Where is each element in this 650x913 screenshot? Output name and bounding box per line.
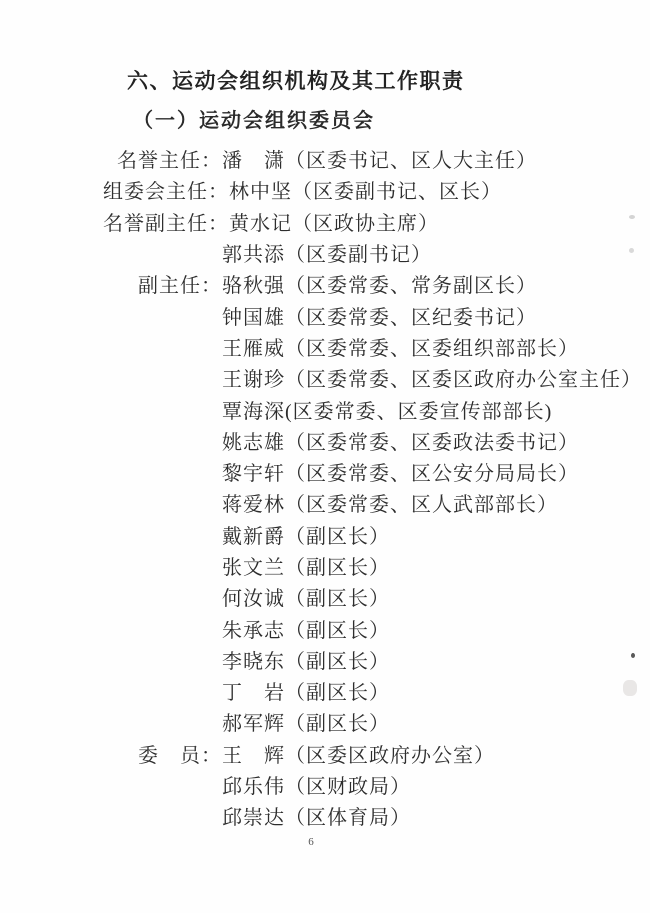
list-item [103,174,620,205]
member-name-and-title: 王雁威（区委常委、区委组织部部长） [222,337,579,360]
list-item [103,425,620,456]
member-name-and-title: 何汝诚（副区长） [222,588,390,611]
scan-artifact [631,653,635,658]
role-label: 组委会主任： [103,181,229,204]
scan-artifact [623,680,637,696]
list-item [103,393,620,424]
member-name-and-title: 潘 潇（区委书记、区人大主任） [222,150,537,173]
list-item [103,769,620,800]
member-name-and-title: 王 辉（区委区政府办公室） [222,744,495,767]
member-name-and-title: 钟国雄（区委常委、区纪委书记） [222,306,537,329]
list-item [103,706,620,737]
page-number: 6 [308,836,314,848]
list-item [103,612,620,643]
member-name-and-title: 丁 岩（副区长） [222,682,390,705]
member-name-and-title: 戴新爵（副区长） [222,525,390,548]
committee-member-list [103,143,642,832]
list-item [103,487,620,518]
list-item [103,237,620,268]
member-name-and-title: 黎宇轩（区委常委、区公安分局局长） [222,463,579,486]
member-name-and-title: 邱崇达（区体育局） [222,807,411,830]
section-heading: 六、运动会组织机构及其工作职责 [127,70,465,93]
member-name-and-title: 朱承志（副区长） [222,619,390,642]
member-name-and-title: 王谢珍（区委常委、区委区政府办公室主任） [222,369,642,392]
member-name-and-title: 姚志雄（区委常委、区委政法委书记） [222,431,579,454]
list-item [103,675,620,706]
member-name-and-title: 李晓东（副区长） [222,650,390,673]
role-label: 名誉副主任： [103,212,229,235]
member-name-and-title: 邱乐伟（区财政局） [222,776,411,799]
list-item [103,644,620,675]
list-item [103,268,620,299]
list-item [103,550,620,581]
list-item [103,362,642,393]
role-label: 委 员： [138,744,222,767]
role-label: 副主任： [138,275,222,298]
member-name-and-title: 黄水记（区政协主席） [229,212,439,235]
list-item [103,738,620,769]
list-item [103,206,620,237]
list-item [103,299,620,330]
member-name-and-title: 郭共添（区委副书记） [222,244,432,267]
scan-artifact [629,215,635,219]
list-item [103,581,620,612]
member-name-and-title: 覃海深(区委常委、区委宣传部部长) [222,400,553,423]
member-name-and-title: 张文兰（副区长） [222,557,390,579]
role-label: 名誉主任： [117,150,222,173]
member-name-and-title: 骆秋强（区委常委、常务副区长） [222,275,537,298]
member-name-and-title: 林中坚（区委副书记、区长） [229,181,502,204]
list-item [103,519,620,550]
list-item [103,143,620,174]
list-item [103,331,620,362]
scan-artifact [629,248,634,253]
list-item [103,800,620,831]
member-name-and-title: 蒋爱林（区委常委、区人武部部长） [222,494,558,517]
list-item [103,456,620,487]
member-name-and-title: 郝军辉（副区长） [222,713,390,736]
subsection-heading: （一）运动会组织委员会 [133,110,375,132]
